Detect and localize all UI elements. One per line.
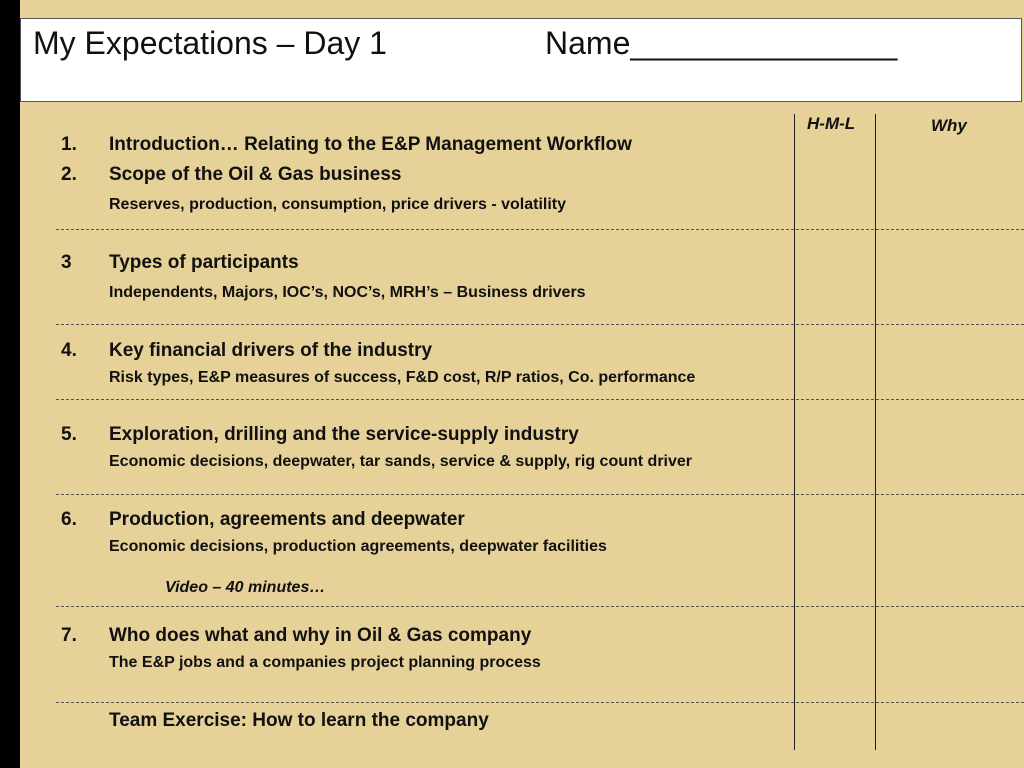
item-number: 6.: [61, 509, 77, 530]
item-number: 5.: [61, 424, 77, 445]
item-number: 4.: [61, 340, 77, 361]
why-column-header: Why: [931, 116, 967, 135]
item-heading: Key financial drivers of the industry: [109, 340, 433, 361]
item-heading: Exploration, drilling and the service-supply industry: [109, 424, 579, 445]
item-subtext: Risk types, E&P measures of success, F&D cost, R/P ratios, Co. performance: [109, 369, 696, 386]
item-subtext: Reserves, production, consumption, price drivers - volatility: [109, 196, 566, 213]
section-divider: [56, 324, 1024, 325]
section-divider: [56, 494, 1024, 495]
column-divider-why: [875, 114, 876, 750]
column-divider-rating: [794, 114, 795, 750]
section-divider: [56, 229, 1024, 230]
item-heading: Types of participants: [109, 252, 299, 273]
video-note: Video – 40 minutes…: [165, 579, 326, 596]
item-subtext: Economic decisions, deepwater, tar sands, service & supply, rig count driver: [109, 453, 693, 470]
item-number: 1.: [61, 134, 77, 155]
item-heading: Who does what and why in Oil & Gas company: [109, 625, 532, 646]
item-heading: Production, agreements and deepwater: [109, 509, 465, 530]
item-number: 7.: [61, 625, 77, 646]
item-heading: Introduction… Relating to the E&P Management Workflow: [109, 134, 632, 155]
title-box: [20, 18, 1022, 102]
rating-column-header: H-M-L: [807, 114, 856, 133]
section-divider: [56, 702, 1024, 703]
item-heading: Scope of the Oil & Gas business: [109, 164, 402, 185]
name-field-label: Name_______________: [545, 25, 898, 61]
item-number: 2.: [61, 164, 77, 185]
section-divider: [56, 606, 1024, 607]
left-bar: [0, 0, 20, 768]
team-exercise-heading: Team Exercise: How to learn the company: [109, 710, 489, 731]
section-divider: [56, 399, 1024, 400]
item-subtext: The E&P jobs and a companies project planning process: [109, 654, 541, 671]
item-subtext: Economic decisions, production agreements, deepwater facilities: [109, 538, 607, 555]
item-number: 3: [61, 252, 72, 273]
page-title: My Expectations – Day 1: [33, 25, 387, 61]
item-subtext: Independents, Majors, IOC’s, NOC’s, MRH’s – Business drivers: [109, 284, 586, 301]
